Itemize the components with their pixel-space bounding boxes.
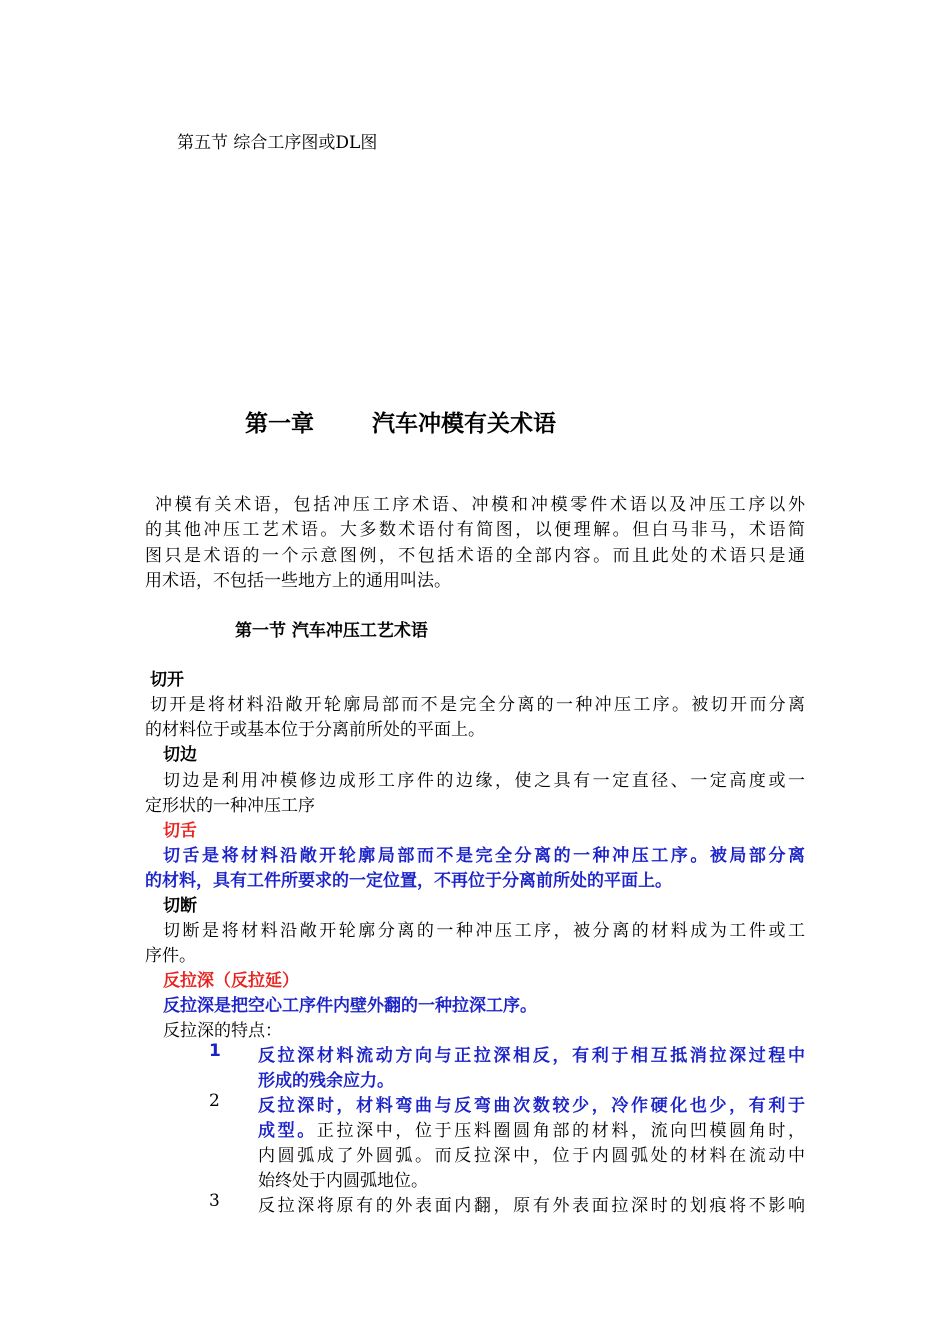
- prev-section-heading: 第五节 综合工序图或DL图: [177, 133, 378, 153]
- term-qiekai-body: 切开是将材料沿敞开轮廓局部而不是完全分离的一种冲压工序。被切开而分离: [150, 695, 805, 715]
- term-qieduan-body: 切断是将材料沿敞开轮廓分离的一种冲压工序，被分离的材料成为工件或工: [163, 921, 805, 941]
- section-heading: 第一节 汽车冲压工艺术语: [235, 621, 428, 641]
- list-item-number: 3: [209, 1191, 220, 1211]
- term-falashen-features: 反拉深的特点：: [163, 1021, 282, 1041]
- list-item-text: 内圆弧成了外圆弧。而反拉深中，位于内圆弧处的材料在流动中: [258, 1146, 805, 1166]
- list-item-text: 反拉深材料流动方向与正拉深相反，有利于相互抵消拉深过程中: [258, 1046, 805, 1066]
- term-qiekai-title: 切开: [150, 670, 184, 690]
- term-qiebian-title: 切边: [163, 745, 197, 765]
- chapter-number: 第一章: [245, 411, 314, 437]
- list-item-bold-fragment: 成型。: [258, 1121, 317, 1141]
- term-qiekai-body: 的材料位于或基本位于分离前所处的平面上。: [145, 720, 485, 740]
- intro-line: 图只是术语的一个示意图例，不包括术语的全部内容。而且此处的术语只是通: [145, 546, 805, 566]
- chapter-heading: [245, 405, 556, 438]
- list-item-number: 2: [209, 1091, 220, 1111]
- intro-line: 的其他冲压工艺术语。大多数术语付有简图，以便理解。但白马非马，术语简: [145, 520, 805, 540]
- list-item-number: 1: [209, 1041, 221, 1061]
- term-qieduan-body: 序件。: [145, 946, 196, 966]
- list-item-text: [258, 1116, 805, 1141]
- intro-line: 冲模有关术语，包括冲压工序术语、冲模和冲模零件术语以及冲压工序以外: [155, 495, 805, 515]
- intro-line: 用术语，不包括一些地方上的通用叫法。: [145, 571, 451, 591]
- term-qieshe-body: 的材料，具有工件所要求的一定位置，不再位于分离前所处的平面上。: [145, 871, 672, 891]
- list-item-text: 反拉深将原有的外表面内翻，原有外表面拉深时的划痕将不影响: [258, 1196, 805, 1216]
- term-qiebian-body: 定形状的一种冲压工序: [145, 796, 315, 816]
- term-falashen-def: 反拉深是把空心工序件内壁外翻的一种拉深工序。: [163, 996, 537, 1016]
- term-qieshe-title: 切舌: [163, 821, 197, 841]
- term-qieduan-title: 切断: [163, 896, 197, 916]
- term-qiebian-body: 切边是利用冲模修边成形工序件的边缘，使之具有一定直径、一定高度或一: [163, 771, 805, 791]
- term-qieshe-body: 切舌是将材料沿敞开轮廓局部而不是完全分离的一种冲压工序。被局部分离: [163, 846, 805, 866]
- chapter-title: 汽车冲模有关术语: [372, 411, 557, 437]
- list-item-text: 形成的残余应力。: [258, 1071, 394, 1091]
- term-falashen-title: 反拉深（反拉延）: [163, 971, 299, 991]
- list-item-text: 始终处于内圆弧地位。: [258, 1171, 428, 1191]
- list-item-text: 反拉深时，材料弯曲与反弯曲次数较少，冷作硬化也少，有利于: [258, 1096, 805, 1116]
- list-item-fragment: 正拉深中，位于压料圈圆角部的材料，流向凹模圆角时，: [316, 1121, 806, 1141]
